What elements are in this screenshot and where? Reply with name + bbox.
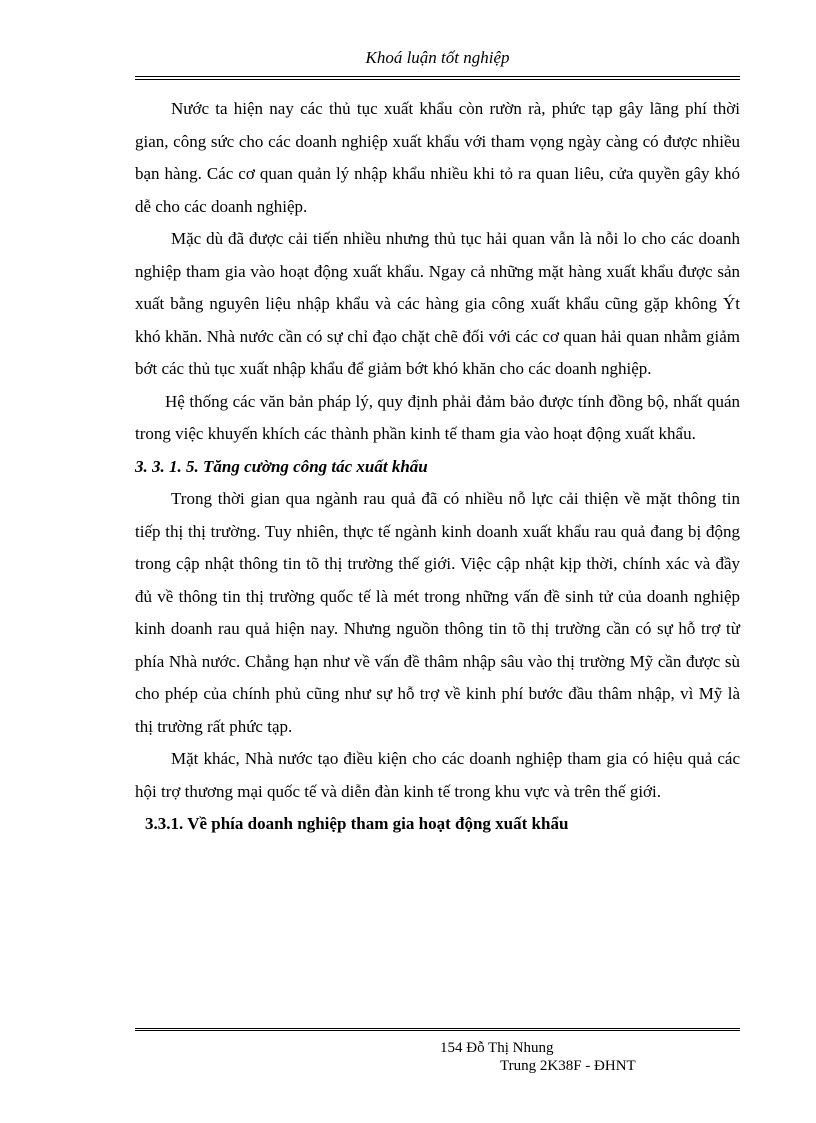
footer-line-1: 154 Đỗ Thị Nhung bbox=[440, 1040, 554, 1056]
header-rule bbox=[135, 76, 740, 80]
paragraph-3: Hệ thống các văn bản pháp lý, quy định phải đảm bảo được tính đồng bộ, nhất quán trong việc khuyến khích các thành phần kinh tế tham gia vào hoạt động xuất khẩu. bbox=[135, 391, 740, 443]
subsection-heading: 3.3.1. Về phía doanh nghiệp tham gia hoạt động xuất khẩu bbox=[145, 814, 569, 833]
section-heading: 3. 3. 1. 5. Tăng cường công tác xuất khẩu bbox=[135, 456, 428, 476]
paragraph-2: Mặc dù đã được cải tiến nhiều nhưng thủ tục hải quan vẫn là nỗi lo cho các doanh nghiệp tham gia vào hoạt động xuất khẩu. Ngay cả những mặt hàng xuất khẩu được sản xuất bằng nguyên liệu nhập khẩu và các hàng gia công xuất khẩu cũng gặp không Ýt khó khăn. Nhà nước cần có sự chỉ đạo chặt chẽ đối với các cơ quan hải quan nhằm giảm bớt các thủ tục xuất nhập khẩu để giảm bớt khó khăn cho các doanh nghiệp. bbox=[135, 229, 740, 378]
paragraph-4: Trong thời gian qua ngành rau quả đã có nhiều nỗ lực cải thiện về mặt thông tin tiếp thị thị trường. Tuy nhiên, thực tế ngành kinh doanh xuất khẩu rau quả đang bị động trong cập nhật thông tin tõ thị trường thế giới. Việc cập nhật kịp thời, chính xác và đầy đủ về thông tin thị trường quốc tế là mét trong những vấn đề sinh tử của doanh nghiệp kinh doanh rau quả hiện nay. Nhưng nguồn thông tin tõ thị trường cần có sự hỗ trợ từ phía Nhà nước. Chẳng hạn như về vấn đề thâm nhập sâu vào thị trường Mỹ cần được sù cho phép của chính phủ cũng như sự hỗ trợ về kinh phí bước đầu thâm nhập, vì Mỹ là thị trường rất phức tạp. bbox=[135, 489, 740, 736]
footer-line-2: Trung 2K38F - ĐHNT bbox=[500, 1058, 636, 1074]
paragraph-1: Nước ta hiện nay các thủ tục xuất khẩu còn rườn rà, phức tạp gây lãng phí thời gian, công sức cho các doanh nghiệp xuất khẩu với tham vọng ngày càng có được nhiều bạn hàng. Các cơ quan quản lý nhập khẩu nhiều khi tỏ ra quan liêu, cửa quyền gây khó dễ cho các doanh nghiệp. bbox=[135, 99, 740, 216]
footer-rule bbox=[135, 1028, 740, 1034]
document-body bbox=[135, 93, 740, 841]
paragraph-5: Mặt khác, Nhà nước tạo điều kiện cho các doanh nghiệp tham gia có hiệu quả các hội trợ thương mại quốc tế và diễn đàn kinh tế trong khu vực và trên thế giới. bbox=[135, 749, 740, 801]
page-header-title: Khoá luận tốt nghiệp bbox=[365, 48, 510, 67]
